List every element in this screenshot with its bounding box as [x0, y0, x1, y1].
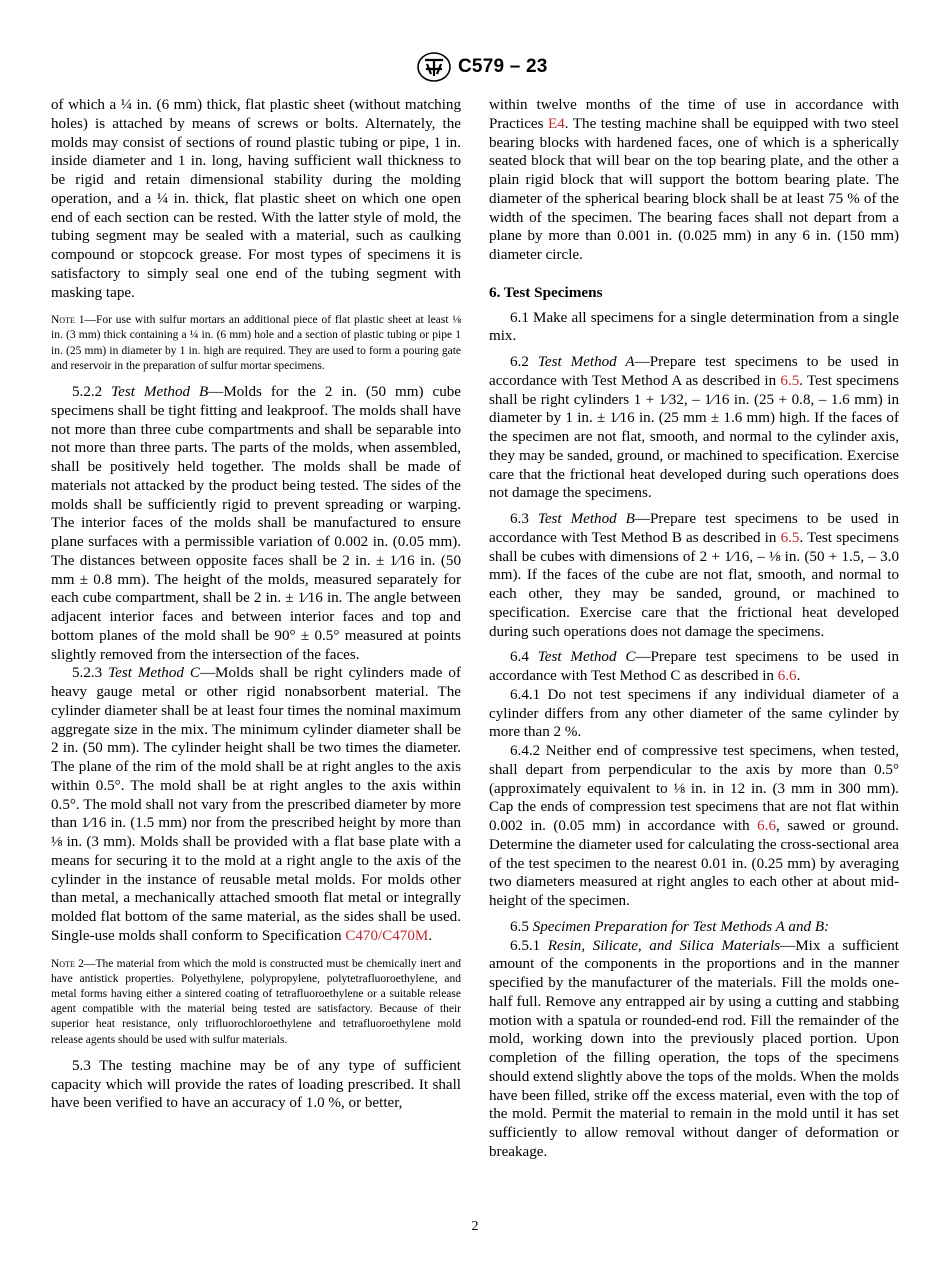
section-text: . [796, 668, 801, 684]
section-title: Resin, Silicate, and Silica Materials [547, 937, 781, 954]
note-2 [51, 957, 461, 1048]
note-text: —The material from which the mold is constructed must be chemically inert and have antistick properties. Polyethylene, polypropylene, polytetrafluoroethylene, and metal forms having either a sintered coating of tetrafluoroethylene or a suitable release agent compatible with the material being tested are satisfactory. Because of their superior heat resistance, only trifluorochloroethylene and tetrafluoroethylene mold release agents should be used with sulfur materials. [51, 957, 461, 1046]
section-text: . Test specimens shall be right cylinders 1 + 1⁄32, – 1⁄16 in. (25 + 0.8, – 1.6 mm) in diameter by 1 in. ± 1⁄16 in. (25 mm ± 1.6 mm) high. If the faces of the specimen are not flat, smooth, and normal to the cylinder axis, they may be sanded, ground, or machined to specification. Exercise care that the frictional heat developed during such operations does not damage the specimens. [489, 372, 899, 502]
note-1 [51, 313, 461, 374]
section-text: , sawed or ground. Determine the diameter used for calculating the cross-sectional area of the test specimen to the nearest 0.01 in. (0.25 mm) by averaging two diameters measured at right angles to each other at about mid-height of the specimen. [489, 818, 899, 909]
section-title: Specimen Preparation for Test Methods A and B: [532, 918, 830, 935]
section-6-4-1: 6.4.1 Do not test specimens if any individual diameter of a cylinder differs from any other diameter of the same cylinder by more than 2 %. [489, 686, 899, 741]
reference-link-6-5[interactable]: 6.5 [780, 372, 800, 389]
page-header [0, 50, 950, 90]
right-column [489, 96, 899, 1162]
section-5-3: 5.3 The testing machine may be of any type of sufficient capacity which will provide the rates of loading prescribed. It shall have been verified to have an accuracy of 1.0 %, or better, [51, 1057, 461, 1112]
paragraph-continuation: of which a ¼ in. (6 mm) thick, flat plastic sheet (without matching holes) is attached by means of screws or bolts. Alternately, the molds may consist of sections of round plastic tubing or pipe, 1 in. inside diameter and 1 in. long, having sufficient wall thickness to be rigid and retain dimensional stability during the molding operation, and a ¼ in. thick, flat plastic sheet on which one open end of each section can be rested. With the latter style of mold, the tubing segment may be sealed with a material, such as caulking compound or stopcock grease. For most types of specimens it is satisfactory to simply seal one end of the tubing segment with masking tape. [51, 97, 461, 301]
note-label: Note 1 [51, 314, 85, 327]
section-text: . Test specimens shall be cubes with dimensions of 2 + 1⁄16, – ⅛ in. (50 + 1.5, – 3.0 mm). If the faces of the cube are not flat, smooth, and normal to each other, they may be sanded, ground, or machined to specification. Exercise care that the frictional heat developed during such operations does not damage the specimens. [489, 529, 900, 640]
reference-link-6-6[interactable]: 6.6 [777, 668, 797, 684]
reference-link-c470[interactable]: C470/C470M [345, 927, 429, 944]
page-number: 2 [471, 1219, 479, 1234]
section-6-heading: 6. Test Specimens [489, 283, 603, 301]
reference-link-6-5[interactable]: 6.5 [780, 529, 800, 546]
section-number: 6.5.1 [510, 937, 541, 954]
left-column [51, 96, 461, 1113]
section-number: 6.5 [510, 918, 529, 935]
section-6-4 [489, 648, 899, 686]
reference-link-e4[interactable]: E4 [548, 115, 565, 132]
paragraph-text: within twelve months of the time of use in accordance with Practices [489, 97, 899, 132]
paragraph-text: . The testing machine shall be equipped with two steel bearing blocks with hardened faces, one of which is a spherically seated block that will bear on the top bearing plate, and the other a plain rigid block that will support the bottom bearing plate. The diameter of the spherical bearing block shall be at least 75 % of the width of the specimen. The bearing faces shall not depart from a plane by more than 0.001 in. (0.025 mm) in any 6 in. (150 mm) diameter circle. [489, 115, 899, 263]
section-text: —Prepare test specimens to be used in accordance with Test Method A as described in [489, 354, 899, 389]
note-label: Note 2 [51, 957, 84, 970]
reference-link-6-6[interactable]: 6.6 [757, 818, 776, 834]
section-6-2 [489, 353, 899, 503]
section-text: —Prepare test specimens to be used in accordance with Test Method C as described in [489, 649, 899, 684]
section-text: —Mix a sufficient amount of the components in the proportions and in the manner specified by the manufacturer of the materials. Fill the molds one-half full. Remove any entrapped air by using a cutting and stabbing motion with a spatula or rounded-end rod. Fill the remainder of the mold, working down into the previously placed portion. Upon completion of the filling operation, the tops of the specimens should extend slightly above the tops of the molds. When the molds have been filled, strike off the excess material, even with the top of the mold. Permit the material to remain in the mold until it has set sufficiently to allow removal without danger of deformation or breakage. [489, 937, 899, 1160]
document-id: C579 – 23 [458, 56, 548, 77]
section-6-5-1 [489, 937, 899, 1162]
section-number: 6.3 [510, 511, 529, 527]
section-6-5 [489, 918, 899, 937]
section-number: 6.2 [510, 354, 529, 370]
section-title: Test Method B [111, 384, 209, 401]
section-text: —Prepare test specimens to be used in accordance with Test Method B as described in [489, 511, 899, 546]
section-text: —Molds for the 2 in. (50 mm) cube specimens shall be tight fitting and leakproof. The molds shall have not more than three cube compartments and shall be separable into not more than three parts. The parts of the molds, when assembled, shall be positively held together. The molds shall be made of materials not attacked by the product being tested. The sides of the molds shall be sufficiently rigid to prevent spreading or warping. The interior faces of the molds shall be manufactured to ensure plane surfaces with a permissible variation of 0.002 in. (0.05 mm). The distances between opposite faces shall be 2 in. ± 1⁄16 in. (50 mm ± 0.8 mm). The height of the molds, measured separately for each cube compartment, shall be 2 in. ± 1⁄16 in. The angle between adjacent interior faces and between interior faces and top and bottom planes of the mold shall be 90° ± 0.5° measured at points slightly removed from the intersection of the faces. [51, 384, 461, 663]
paragraph-continuation [489, 96, 899, 265]
section-5-2-2 [51, 383, 461, 664]
section-6-4-2 [489, 742, 899, 911]
section-number: 6.4 [510, 649, 529, 666]
section-title: Test Method B [537, 511, 635, 527]
section-6-3 [489, 510, 899, 641]
astm-logo-icon [416, 52, 452, 82]
section-5-2-3 [51, 664, 461, 945]
note-text: —For use with sulfur mortars an additional piece of flat plastic sheet at least ⅛ in. (3 mm) thick containing a ¼ in. (6 mm) hole and a section of plastic tubing or pipe 1 in. (25 mm) in diameter by 1 in. high are required. They are used to form a pouring gate and reservoir in the preparation of sulfur mortar specimens. [51, 314, 462, 372]
section-6-1: 6.1 Make all specimens for a single determination from a single mix. [489, 309, 899, 345]
section-text: —Molds shall be right cylinders made of heavy gauge metal or other rigid nonabsorbent material. The cylinder diameter shall be at least four times the nominal maximum aggregate size in the mix. The minimum cylinder diameter shall be 2 in. (50 mm). The cylinder height shall be two times the diameter. The plane of the rim of the mold shall be at right angles to the axis within 0.5°. The mold shall be at right angles to the axis within 0.5°. The mold shall not vary from the prescribed diameter by more than 1⁄16 in. (1.5 mm) nor from the prescribed height by more than ⅛ in. (3 mm). Molds shall be provided with a flat base plate with a means for securing it to the mold at a right angle to the axis of the cylinder in the instance of reusable metal molds. For molds other than metal, a mechanically attached smooth flat metal or integrally molded flat bottom of the same material, as the sides shall be used. Single-use molds shall conform to Specification [51, 665, 462, 944]
section-title: Test Method C [108, 665, 200, 682]
section-title: Test Method C [537, 649, 636, 666]
section-text: 6.4.2 Neither end of compressive test specimens, when tested, shall depart from perpendicular to the axis by more than 0.5° (approximately equivalent to ⅛ in. in 12 in. (3 mm in 300 mm). Cap the ends of compression test specimens that are not flat within 0.002 in. (0.05 mm) in accordance with [489, 743, 899, 834]
section-number: 5.2.3 [72, 665, 103, 682]
section-text-end: . [428, 927, 433, 944]
section-number: 5.2.2 [72, 384, 103, 401]
section-title: Test Method A [537, 354, 635, 370]
